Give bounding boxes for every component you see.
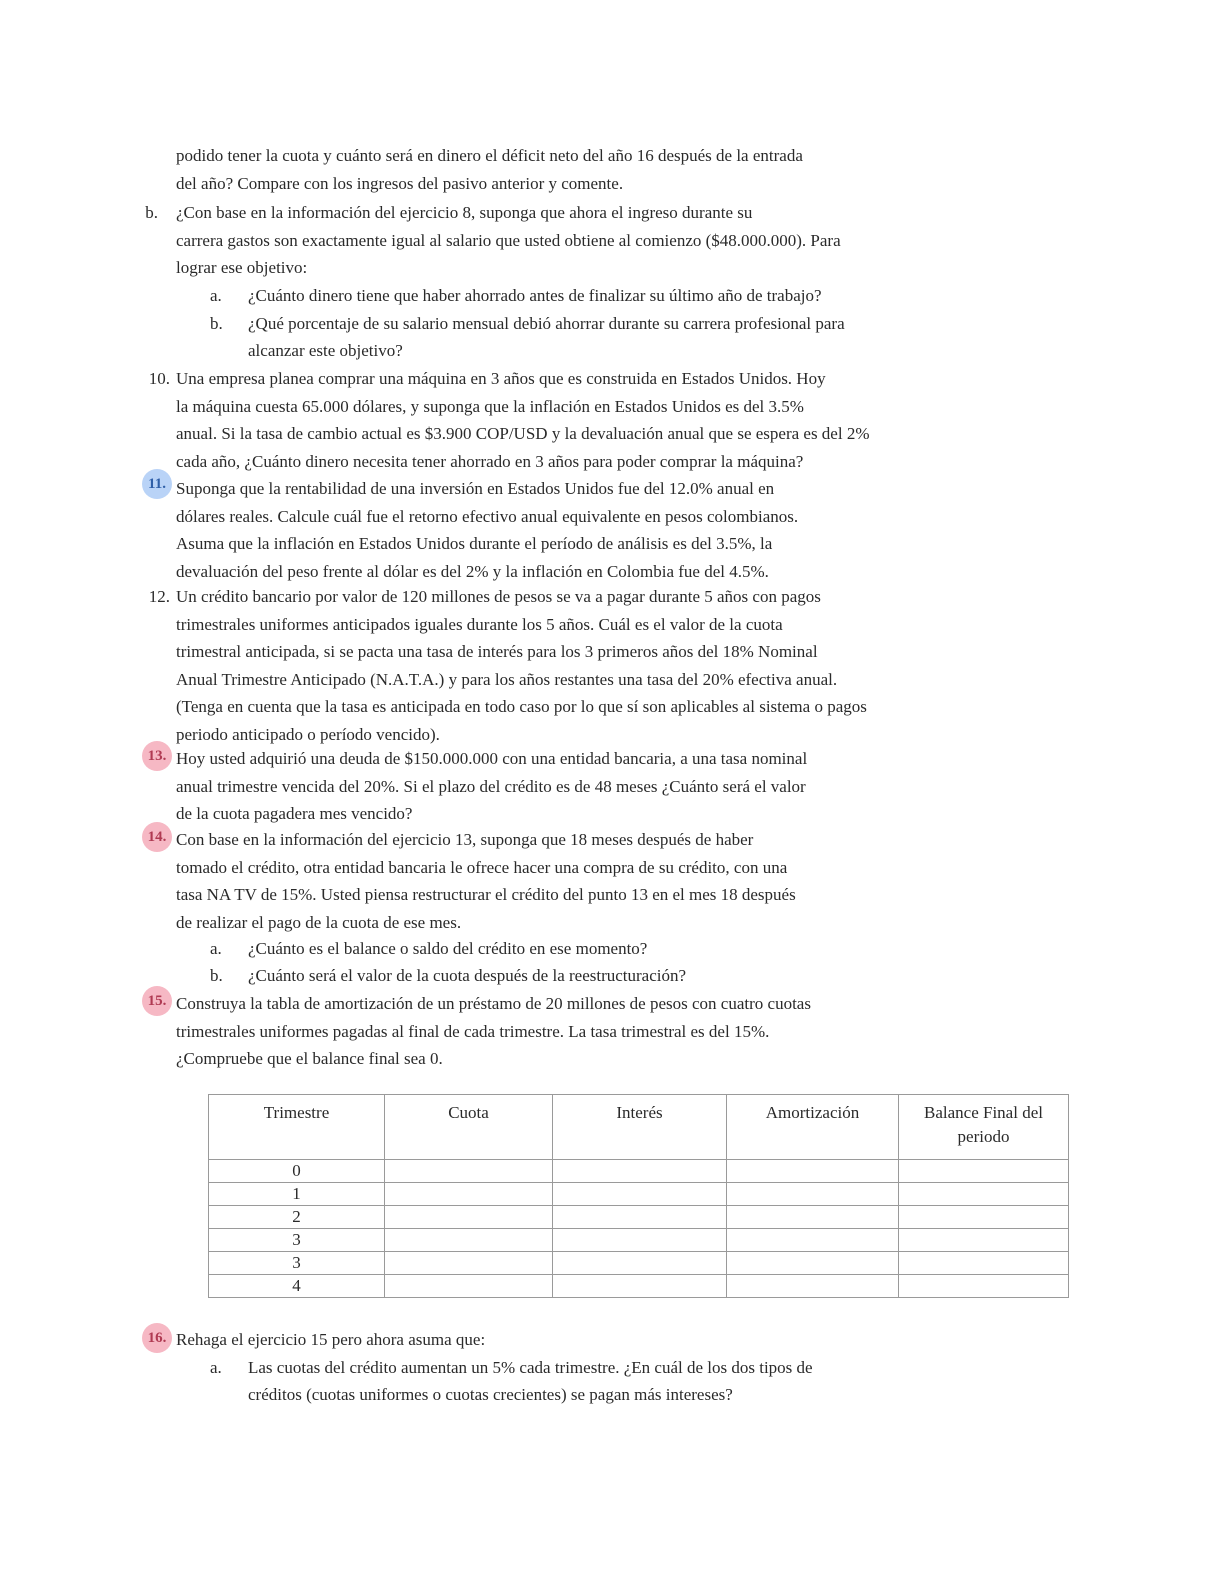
header-interes: Interés <box>553 1095 727 1160</box>
table-cell <box>899 1160 1069 1183</box>
text-line: Asuma que la inflación en Estados Unidos durante el período de análisis es del 3.5%, la <box>176 534 773 553</box>
table-cell <box>385 1275 553 1298</box>
subitem-a <box>210 282 1068 310</box>
table-cell <box>385 1206 553 1229</box>
header-cuota: Cuota <box>385 1095 553 1160</box>
text-line: trimestrales uniformes anticipados iguales durante los 5 años. Cuál es el valor de la cuota <box>176 614 783 634</box>
question-16 <box>176 1326 1068 1354</box>
subitem-a <box>210 1354 1068 1410</box>
question-b <box>176 199 1068 282</box>
period-cell: 0 <box>209 1160 385 1183</box>
subitem-b <box>210 310 1068 366</box>
table-cell <box>899 1229 1069 1252</box>
header-amortizacion: Amortización <box>727 1095 899 1160</box>
question-marker: 11. <box>142 469 172 499</box>
item-label: b. <box>145 203 158 222</box>
subitem-text: ¿Qué porcentaje de su salario mensual debió ahorrar durante su carrera profesional para <box>248 314 845 333</box>
table-cell <box>385 1252 553 1275</box>
text-line: Hoy usted adquirió una deuda de $150.000.000 con una entidad bancaria, a una tasa nominal <box>176 749 808 768</box>
text-line: de realizar el pago de la cuota de ese mes. <box>176 912 462 932</box>
table-cell <box>553 1252 727 1275</box>
question-number: 12. <box>148 587 170 606</box>
table-cell <box>553 1275 727 1298</box>
question-marker: 13. <box>142 741 172 771</box>
carry-over-paragraph <box>176 142 1068 197</box>
text-line: Rehaga el ejercicio 15 pero ahora asuma que: <box>176 1330 486 1349</box>
text-line: Con base en la información del ejercicio 13, suponga que 18 meses después de haber <box>176 830 754 849</box>
question-10 <box>176 365 1068 475</box>
text-line: tasa NA TV de 15%. Usted piensa restructurar el crédito del punto 13 en el mes 18 después <box>176 885 796 904</box>
text-line: del año? Compare con los ingresos del pasivo anterior y comente. <box>176 173 624 193</box>
header-balance-final: Balance Final del periodo <box>899 1095 1069 1160</box>
subitem-label: a. <box>210 286 222 305</box>
subitem-text: créditos (cuotas uniformes o cuotas crecientes) se pagan más intereses? <box>248 1385 733 1404</box>
text-line: la máquina cuesta 65.000 dólares, y suponga que la inflación en Estados Unidos es del 3.5% <box>176 396 804 416</box>
text-line: de la cuota pagadera mes vencido? <box>176 804 413 823</box>
subitem-a <box>210 935 1068 963</box>
table-row <box>209 1206 1069 1229</box>
table-cell <box>553 1229 727 1252</box>
text-line: lograr ese objetivo: <box>176 258 308 277</box>
table-cell <box>899 1183 1069 1206</box>
table-cell <box>899 1275 1069 1298</box>
subitem-text: Las cuotas del crédito aumentan un 5% cada trimestre. ¿En cuál de los dos tipos de <box>248 1358 813 1377</box>
text-line: ¿Compruebe que el balance final sea 0. <box>176 1049 443 1068</box>
amortization-table <box>208 1094 1069 1298</box>
period-cell: 3 <box>209 1252 385 1275</box>
table-header-row <box>209 1095 1069 1160</box>
text-line: anual trimestre vencida del 20%. Si el plazo del crédito es de 48 meses ¿Cuánto será el valor <box>176 776 806 796</box>
text-line: periodo anticipado o período vencido). <box>176 724 440 744</box>
question-14 <box>176 826 1068 936</box>
text-line: Suponga que la rentabilidad de una inversión en Estados Unidos fue del 12.0% anual en <box>176 479 775 498</box>
subitem-label: a. <box>210 1358 222 1377</box>
subitem-text: ¿Cuánto dinero tiene que haber ahorrado antes de finalizar su último año de trabajo? <box>248 286 822 305</box>
subitem-label: b. <box>210 966 223 985</box>
period-cell: 2 <box>209 1206 385 1229</box>
subitem-label: a. <box>210 939 222 958</box>
table-cell <box>553 1160 727 1183</box>
text-line: podido tener la cuota y cuánto será en dinero el déficit neto del año 16 después de la entrada <box>176 146 803 165</box>
table-cell <box>385 1160 553 1183</box>
table-row <box>209 1183 1069 1206</box>
subitem-text: alcanzar este objetivo? <box>248 341 403 360</box>
table-row <box>209 1160 1069 1183</box>
table-cell <box>727 1229 899 1252</box>
text-line: (Tenga en cuenta que la tasa es anticipada en todo caso por lo que sí son aplicables al sistema o pagos <box>176 697 867 716</box>
text-line: tomado el crédito, otra entidad bancaria le ofrece hacer una compra de su crédito, con una <box>176 857 788 877</box>
table-cell <box>899 1252 1069 1275</box>
text-line: carrera gastos son exactamente igual al salario que usted obtiene al comienzo ($48.000.000). Para <box>176 230 841 250</box>
question-12 <box>176 583 1068 748</box>
text-line: ¿Con base en la información del ejercicio 8, suponga que ahora el ingreso durante su <box>176 203 753 222</box>
table-row <box>209 1229 1069 1252</box>
subitem-b <box>210 962 1068 990</box>
subitem-label: b. <box>210 314 223 333</box>
subitem-text: ¿Cuánto es el balance o saldo del crédito en ese momento? <box>248 939 648 958</box>
text-line: Un crédito bancario por valor de 120 millones de pesos se va a pagar durante 5 años con pagos <box>176 587 821 606</box>
text-line: trimestrales uniformes pagadas al final de cada trimestre. La tasa trimestral es del 15%. <box>176 1021 770 1041</box>
question-marker: 14. <box>142 822 172 852</box>
question-11 <box>176 475 1068 585</box>
table-cell <box>553 1183 727 1206</box>
text-line: devaluación del peso frente al dólar es del 2% y la inflación en Colombia fue del 4.5%. <box>176 561 769 581</box>
table-cell <box>385 1229 553 1252</box>
question-marker: 16. <box>142 1323 172 1353</box>
period-cell: 1 <box>209 1183 385 1206</box>
question-15 <box>176 990 1068 1073</box>
question-number: 10. <box>148 369 170 388</box>
table-row <box>209 1252 1069 1275</box>
text-line: dólares reales. Calcule cuál fue el retorno efectivo anual equivalente en pesos colombianos. <box>176 506 799 526</box>
table-cell <box>727 1206 899 1229</box>
table-cell <box>385 1183 553 1206</box>
text-line: Construya la tabla de amortización de un préstamo de 20 millones de pesos con cuatro cuotas <box>176 994 811 1013</box>
text-line: anual. Si la tasa de cambio actual es $3.900 COP/USD y la devaluación anual que se espera es del 2% <box>176 424 870 443</box>
question-13 <box>176 745 1068 828</box>
period-cell: 3 <box>209 1229 385 1252</box>
period-cell: 4 <box>209 1275 385 1298</box>
table-cell <box>727 1252 899 1275</box>
table-cell <box>899 1206 1069 1229</box>
text-line: Anual Trimestre Anticipado (N.A.T.A.) y para los años restantes una tasa del 20% efectiva anual. <box>176 669 838 689</box>
table-row <box>209 1275 1069 1298</box>
header-trimestre: Trimestre <box>209 1095 385 1160</box>
text-line: trimestral anticipada, si se pacta una tasa de interés para los 3 primeros años del 18% Nominal <box>176 642 818 661</box>
table-cell <box>553 1206 727 1229</box>
table-cell <box>727 1275 899 1298</box>
table-cell <box>727 1183 899 1206</box>
question-marker: 15. <box>142 986 172 1016</box>
text-line: Una empresa planea comprar una máquina en 3 años que es construida en Estados Unidos. Hoy <box>176 369 826 388</box>
text-line: cada año, ¿Cuánto dinero necesita tener ahorrado en 3 años para poder comprar la máquina? <box>176 451 804 471</box>
subitem-text: ¿Cuánto será el valor de la cuota después de la reestructuración? <box>248 966 687 985</box>
table-cell <box>727 1160 899 1183</box>
